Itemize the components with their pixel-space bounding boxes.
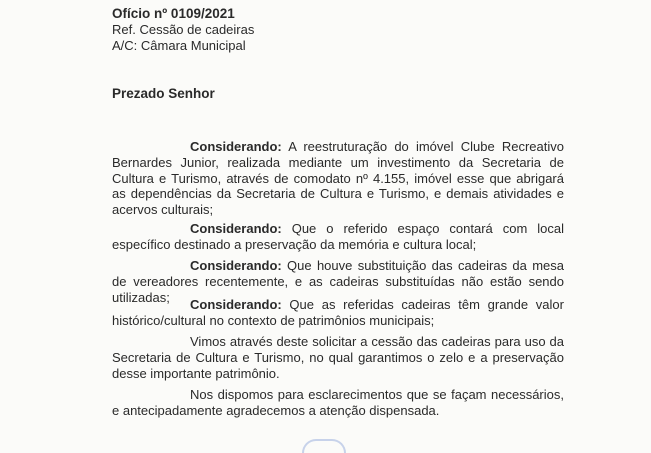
attention-line: A/C: Câmara Municipal xyxy=(112,38,246,53)
paragraph-request: Vimos através deste solicitar a cessão das cadeiras para uso da Secretaria de Cultura e Turismo, no qual garantimos o zelo e a preservação desse importante patrimônio. xyxy=(112,334,564,381)
paragraph-label: Considerando: xyxy=(190,258,282,273)
paragraph-considering-1 xyxy=(112,139,564,218)
office-number: Ofício nº 0109/2021 xyxy=(112,6,235,21)
paragraph-closing: Nos dispomos para esclarecimentos que se façam necessários, e antecipadamente agradecemos a atenção dispensada. xyxy=(112,387,564,418)
reference-line: Ref. Cessão de cadeiras xyxy=(112,22,255,37)
paragraph-label: Considerando: xyxy=(190,139,282,154)
seal-stamp-icon xyxy=(302,439,346,453)
paragraph-text: Que o referido espaço contará com local específico destinado a preservação da memória e cultura local; xyxy=(112,221,564,252)
paragraph-considering-4 xyxy=(112,297,564,329)
letter-header xyxy=(112,6,254,54)
paragraph-label: Considerando: xyxy=(190,221,282,236)
paragraph-text: Que as referidas cadeiras têm grande valor histórico/cultural no contexto de patrimônios municipais; xyxy=(112,297,564,328)
paragraph-text: Que houve substituição das cadeiras da mesa de vereadores recentemente, e as cadeiras substituídas não estão sendo utilizadas; xyxy=(112,258,564,305)
paragraph-label: Considerando: xyxy=(190,297,282,312)
greeting: Prezado Senhor xyxy=(112,86,215,101)
paragraph-text: A reestruturação do imóvel Clube Recreativo Bernardes Junior, realizada mediante um investimento da Secretaria de Cultura e Turismo, através de comodato nº 4.155, imóvel esse que abrigará as dependências da Secretaria de Cultura e Turismo, e demais atividades e acervos culturais; xyxy=(112,139,564,218)
paragraph-considering-2 xyxy=(112,221,564,253)
